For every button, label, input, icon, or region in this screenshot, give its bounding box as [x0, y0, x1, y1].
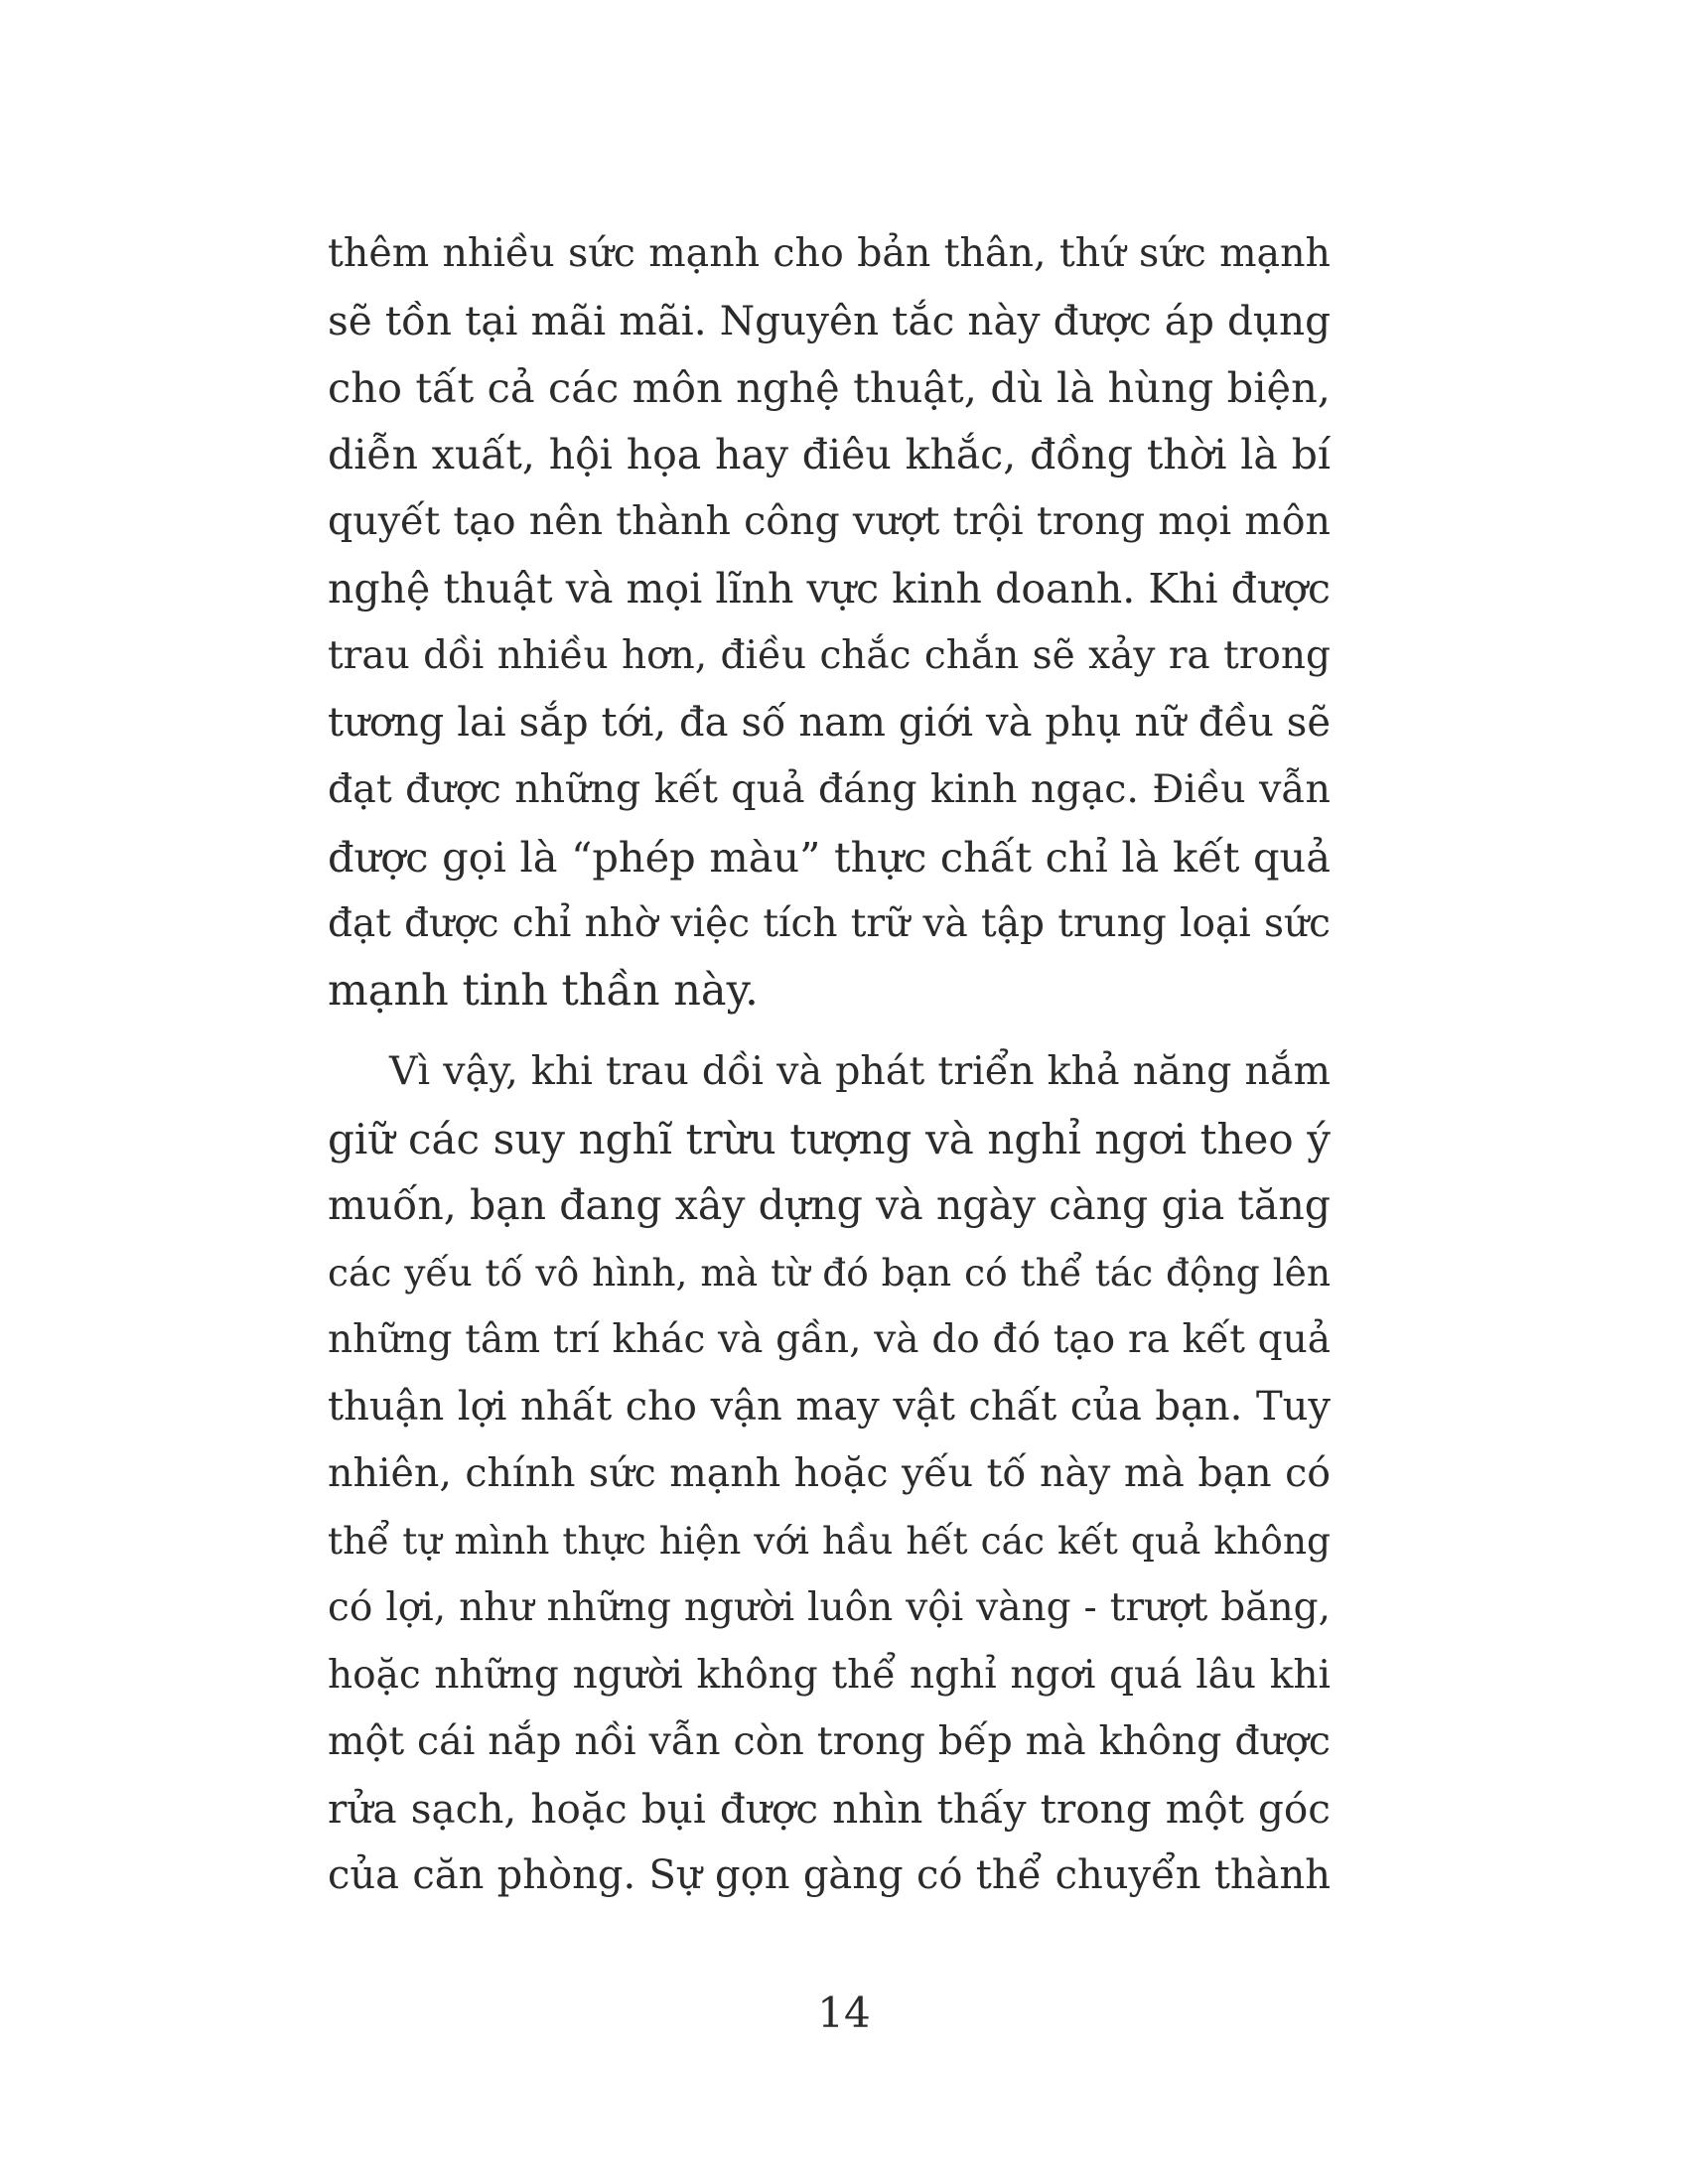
- text-line: muốn, bạn đang xây dựng và ngày càng gia tăng: [328, 1181, 1331, 1229]
- text-line: thuận lợi nhất cho vận may vật chất của bạn. Tuy: [328, 1383, 1331, 1430]
- text-line: tương lai sắp tới, đa số nam giới và phụ nữ đều sẽ: [328, 699, 1331, 746]
- text-line: diễn xuất, hội họa hay điêu khắc, đồng thời là bí: [328, 430, 1331, 478]
- text-line: rửa sạch, hoặc bụi được nhìn thấy trong một góc: [328, 1784, 1331, 1833]
- text-line: có lợi, như những người luôn vội vàng - trượt băng,: [328, 1585, 1331, 1630]
- text-line: nghệ thuật và mọi lĩnh vực kinh doanh. Khi được: [328, 564, 1331, 613]
- paragraph-1: [328, 220, 1331, 1024]
- text-line: mạnh tinh thần này.: [328, 965, 759, 1016]
- text-line: của căn phòng. Sự gọn gàng có thể chuyển thành: [328, 1852, 1331, 1898]
- text-line: giữ các suy nghĩ trừu tượng và nghỉ ngơi theo ý: [328, 1114, 1331, 1163]
- paragraph-gap: [328, 1024, 1331, 1038]
- text-line: đạt được những kết quả đáng kinh ngạc. Điều vẫn: [328, 766, 1331, 812]
- text-line: những tâm trí khác và gần, và do đó tạo ra kết quả: [328, 1317, 1331, 1362]
- page-number: 14: [817, 1988, 871, 2037]
- text-line: trau dồi nhiều hơn, điều chắc chắn sẽ xảy ra trong: [328, 633, 1331, 678]
- body-text: [328, 220, 1331, 1910]
- text-line: sẽ tồn tại mãi mãi. Nguyên tắc này được áp dụng: [328, 296, 1331, 344]
- text-line: các yếu tố vô hình, mà từ đó bạn có thể tác động lên: [328, 1250, 1331, 1295]
- text-line: hoặc những người không thể nghỉ ngơi quá lâu khi: [328, 1652, 1331, 1698]
- text-line: cho tất cả các môn nghệ thuật, dù là hùng biện,: [328, 363, 1331, 412]
- text-line: thể tự mình thực hiện với hầu hết các kết quả không: [328, 1518, 1331, 1563]
- text-line: quyết tạo nên thành công vượt trội trong mọi môn: [328, 498, 1331, 544]
- text-line: nhiên, chính sức mạnh hoặc yếu tố này mà bạn có: [328, 1450, 1331, 1496]
- text-line: Vì vậy, khi trau dồi và phát triển khả năng nắm: [389, 1048, 1331, 1094]
- text-line: một cái nắp nồi vẫn còn trong bếp mà không được: [328, 1718, 1331, 1764]
- text-line: thêm nhiều sức mạnh cho bản thân, thứ sức mạnh: [328, 230, 1331, 276]
- text-line: đạt được chỉ nhờ việc tích trữ và tập trung loại sức: [328, 901, 1331, 946]
- paragraph-2: [328, 1038, 1331, 1910]
- text-line: được gọi là “phép màu” thực chất chỉ là kết quả: [328, 832, 1331, 882]
